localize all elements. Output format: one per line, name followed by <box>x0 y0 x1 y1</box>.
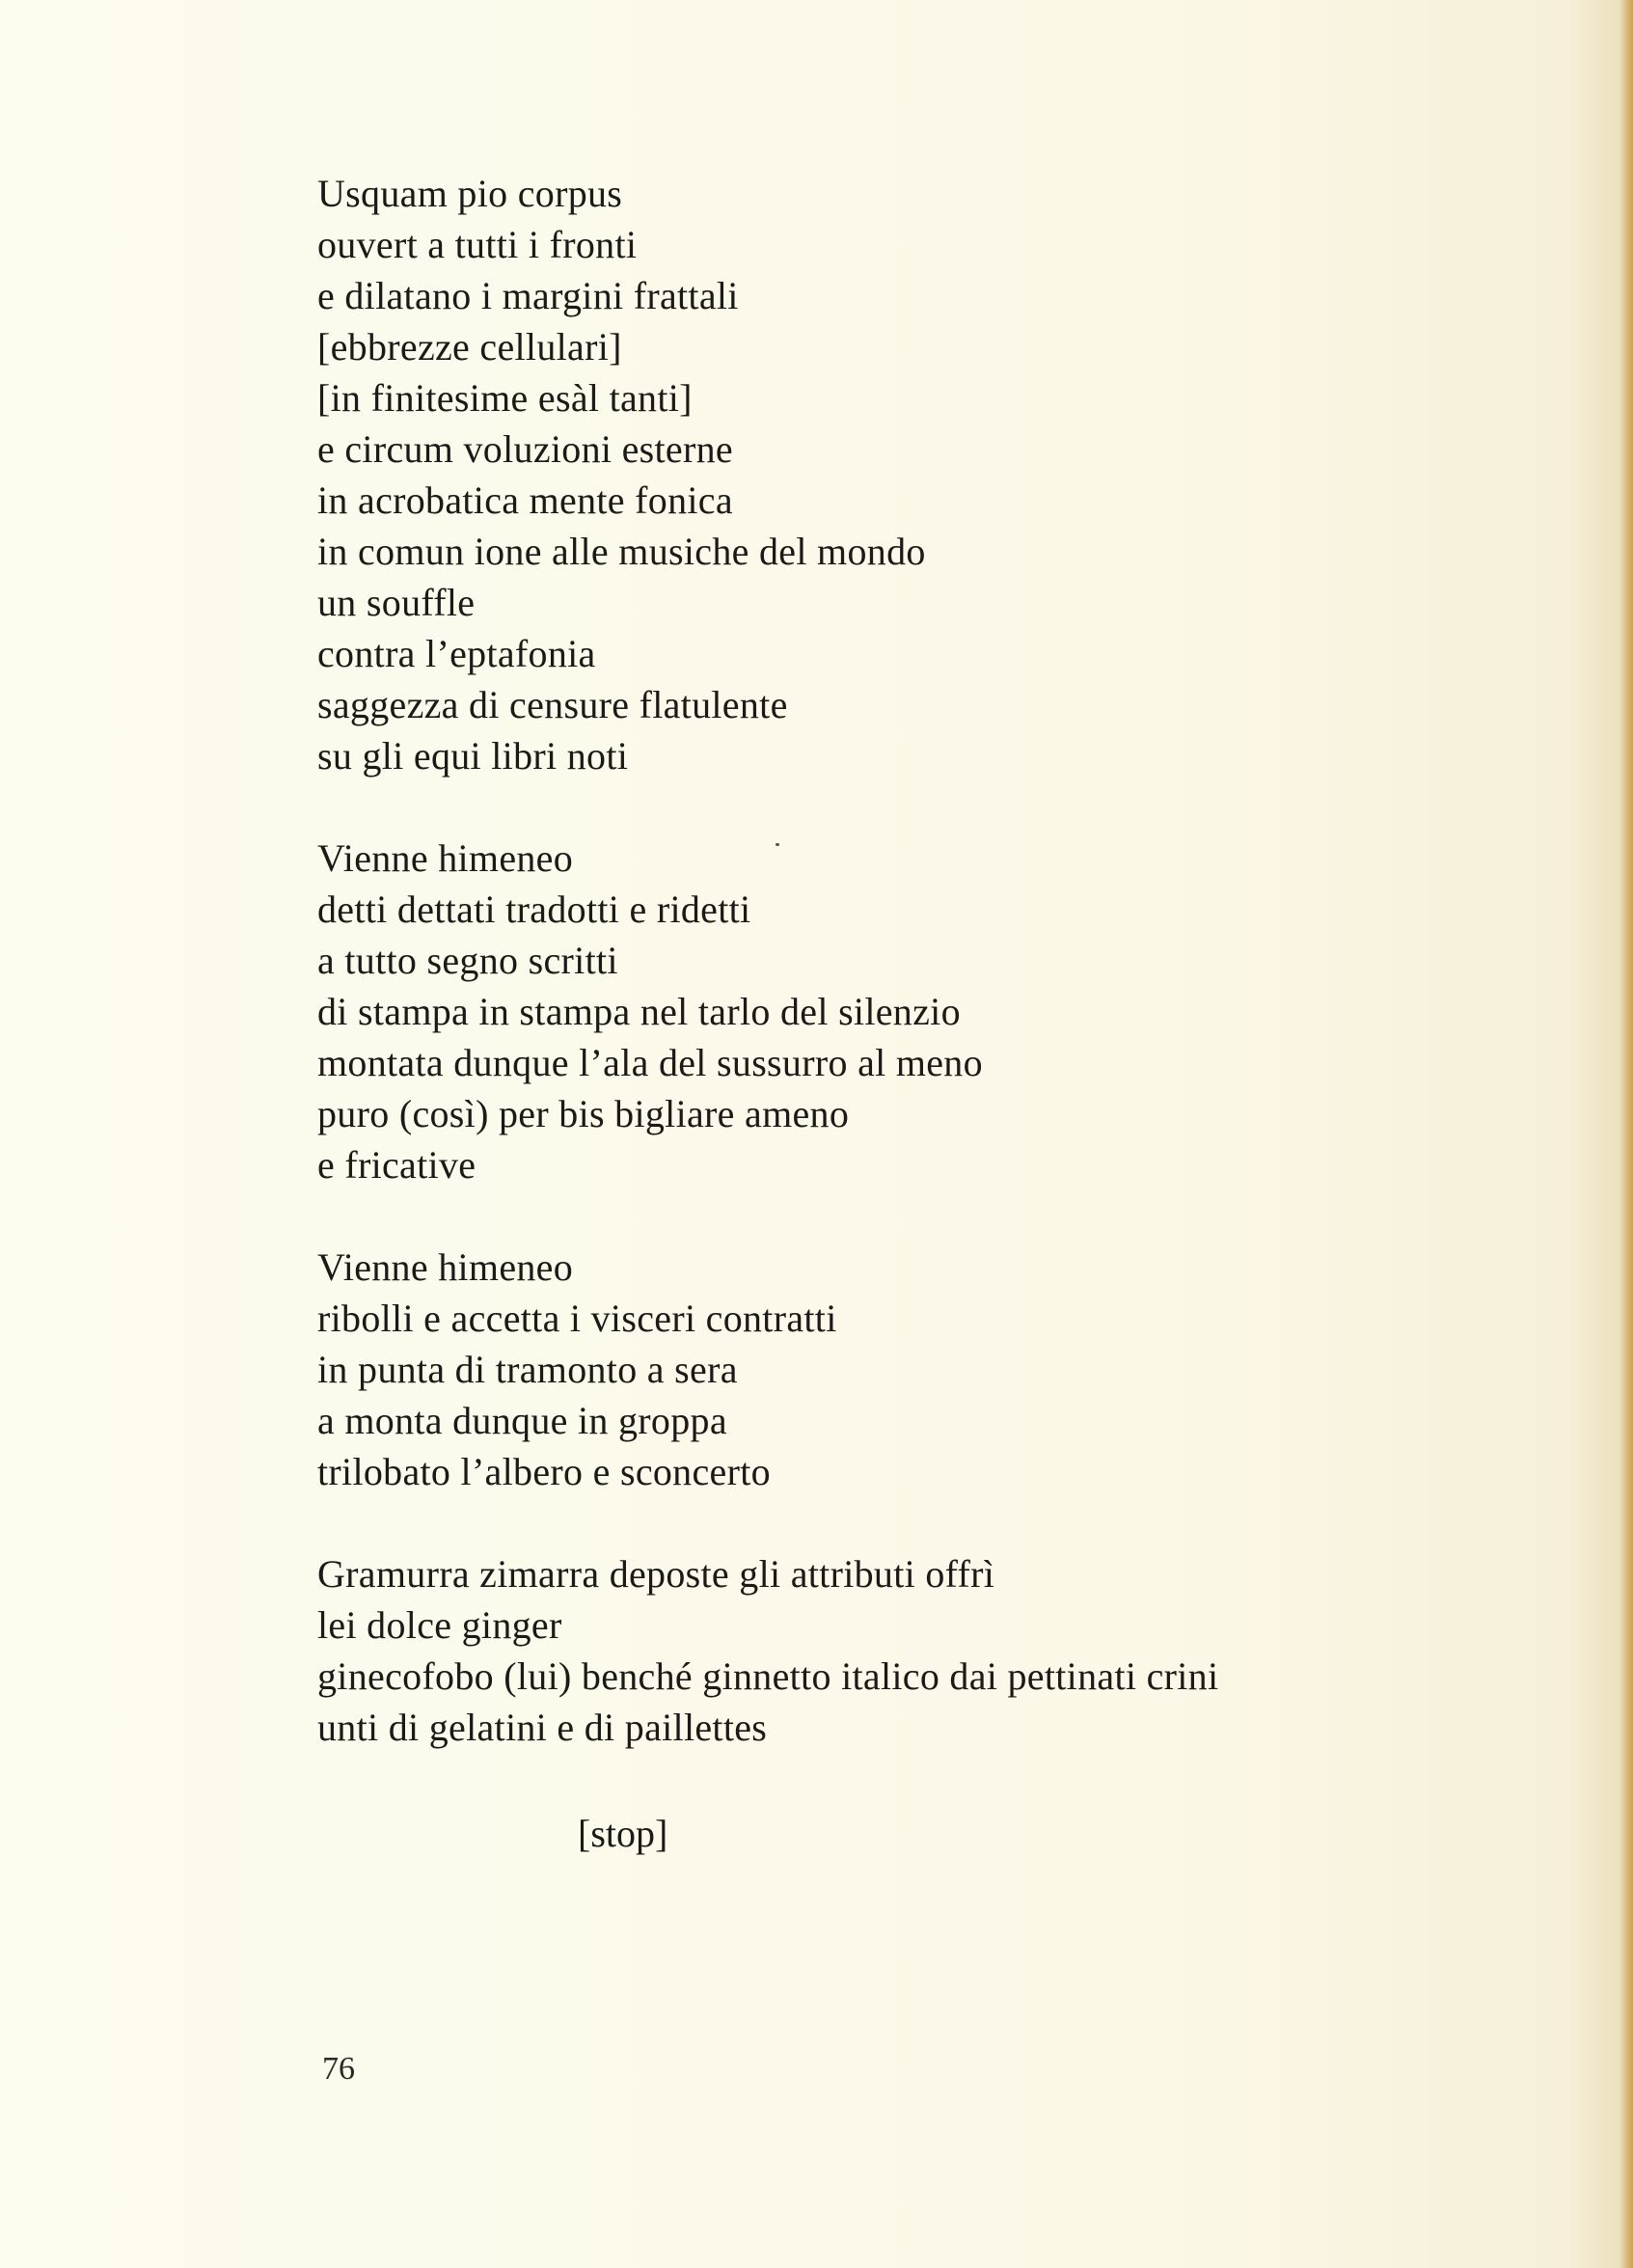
poem-line: a tutto segno scritti <box>317 939 618 982</box>
poem-line: contra l’eptafonia <box>317 632 596 675</box>
poem-line: trilobato l’albero e sconcerto <box>317 1450 771 1493</box>
poem-line: unti di gelatini e di paillettes <box>317 1706 768 1749</box>
poem-line: ginecofobo (lui) benché ginnetto italico dai pettinati crini <box>317 1654 1219 1698</box>
poem-line: [in finitesime esàl tanti] <box>317 376 693 420</box>
poem-line: Vienne himeneo <box>317 1245 574 1289</box>
poem-line: in acrobatica mente fonica <box>317 478 733 522</box>
poem-line: e circum voluzioni esterne <box>317 427 733 471</box>
poem-closing: [stop] <box>578 1812 668 1855</box>
poem-line: saggezza di censure flatulente <box>317 683 788 726</box>
poem-line: [ebbrezze cellulari] <box>317 325 622 369</box>
poem-line: un souffle <box>317 581 476 624</box>
poem-line: in punta di tramonto a sera <box>317 1348 738 1391</box>
poem-line: Gramurra zimarra deposte gli attributi offrì <box>317 1552 995 1596</box>
print-speck <box>776 843 779 846</box>
poem-body <box>317 168 1218 1753</box>
poem-line: montata dunque l’ala del sussurro al meno <box>317 1041 983 1084</box>
page-number: 76 <box>322 2051 355 2087</box>
poem-line: e fricative <box>317 1143 476 1187</box>
poem-line: su gli equi libri noti <box>317 734 629 778</box>
poem-line: in comun ione alle musiche del mondo <box>317 530 926 573</box>
poem-line: e dilatano i margini frattali <box>317 274 739 317</box>
stanza-3 <box>317 1242 1218 1497</box>
poem-line: detti dettati tradotti e ridetti <box>317 888 751 931</box>
poem-line: Usquam pio corpus <box>317 172 623 215</box>
poem-line: a monta dunque in groppa <box>317 1399 727 1442</box>
poem-line: ribolli e accetta i visceri contratti <box>317 1297 837 1340</box>
page-edge-shadow <box>1619 0 1633 2268</box>
poem-line: Vienne himeneo <box>317 836 574 880</box>
stanza-2 <box>317 833 1218 1190</box>
poem-line: di stampa in stampa nel tarlo del silenzio <box>317 990 961 1033</box>
stanza-4 <box>317 1548 1218 1753</box>
poem-line: lei dolce ginger <box>317 1603 562 1647</box>
poem-line: ouvert a tutti i fronti <box>317 223 638 266</box>
poem-line: puro (così) per bis bigliare ameno <box>317 1092 850 1135</box>
stanza-1 <box>317 168 1218 781</box>
